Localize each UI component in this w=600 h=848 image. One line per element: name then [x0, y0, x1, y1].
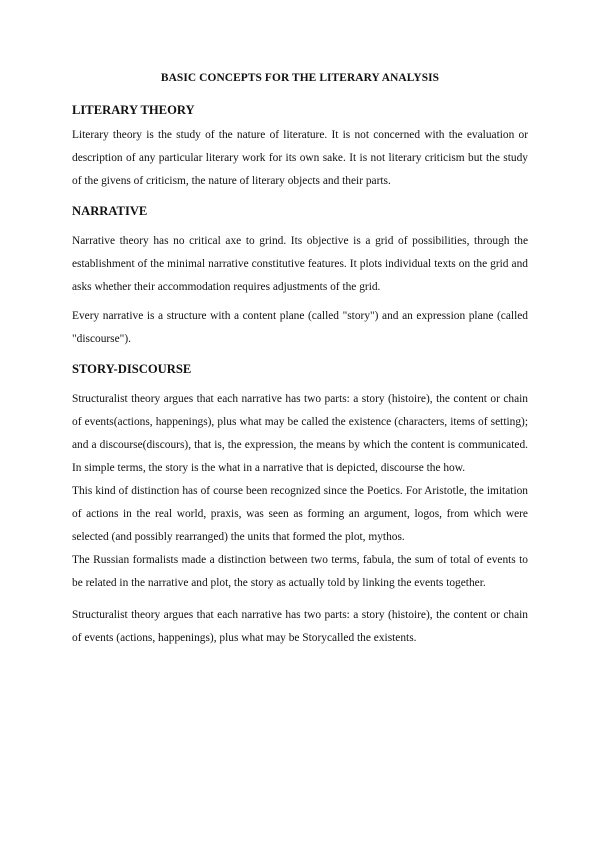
heading-story-discourse: STORY-DISCOURSE: [72, 362, 192, 376]
paragraph-story-1: Structuralist theory argues that each narrative has two parts: a story (histoire), the content or chain of events(actions, happenings), plus what may be called the existence (characters, items of setting); and a discourse(discours), that is, the expression, the means by which the content is communicated. In simple terms, the story is the what in a narrative that is depicted, discourse the how.: [72, 393, 528, 474]
heading-narrative: NARRATIVE: [72, 204, 148, 218]
document-title: BASIC CONCEPTS FOR THE LITERARY ANALYSIS: [160, 72, 440, 84]
paragraph-literary-theory: Literary theory is the study of the nature of literature. It is not concerned with the evaluation or description of any particular literary work for its own sake. It is not literary criticism but the study of the givens of criticism, the nature of literary objects and their parts.: [72, 129, 528, 187]
paragraph-story-4: Structuralist theory argues that each narrative has two parts: a story (histoire), the content or chain of events (actions, happenings), plus what may be Storycalled the existents.: [72, 609, 528, 644]
paragraph-story-3: The Russian formalists made a distinction between two terms, fabula, the sum of total of events to be related in the narrative and plot, the story as actually told by linking the events together.: [72, 554, 528, 589]
paragraph-narrative-1: Narrative theory has no critical axe to grind. Its objective is a grid of possibilities, through the establishment of the minimal narrative constitutive features. It plots individual texts on the grid and asks whether their accommodation requires adjustments of the grid.: [72, 235, 528, 293]
paragraph-story-2: This kind of distinction has of course been recognized since the Poetics. For Aristotle, the imitation of actions in the real world, praxis, was seen as forming an argument, logos, from which were selected (and possibly rearranged) the units that formed the plot, mythos.: [72, 485, 528, 543]
paragraph-narrative-2: Every narrative is a structure with a content plane (called "story") and an expression plane (called "discourse").: [72, 310, 528, 345]
heading-literary-theory: LITERARY THEORY: [72, 103, 195, 117]
document-page: [72, 68, 528, 658]
